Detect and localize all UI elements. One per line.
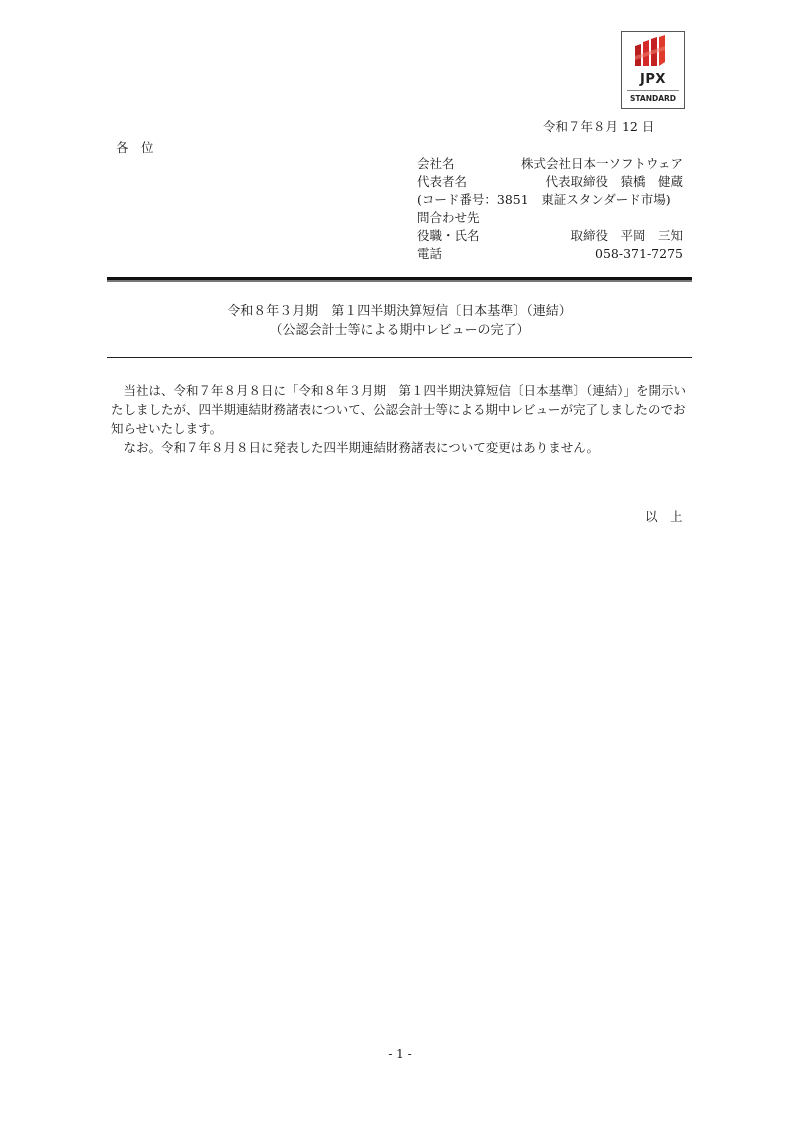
header-divider-shadow [107,280,692,282]
closing-mark: 以 上 [645,509,683,524]
logo-jpx-text: JPX [640,72,666,87]
company-info-block [417,155,683,263]
code-number-text: (コード番号：3851 東証スタンダード市場) [417,192,671,207]
phone-row [417,245,683,263]
contact-person-label: 役職・氏名 [417,228,480,243]
contact-person-row [417,227,683,245]
contact-person-value: 取締役 平岡 三知 [570,228,683,243]
issue-date: 令和７年８月 12 日 [543,119,655,134]
representative-label: 代表者名 [417,174,468,189]
company-name-label: 会社名 [417,156,455,171]
body-paragraph-2: なお。令和７年８月８日に発表した四半期連結財務諸表について変更はありません。 [123,440,600,455]
document-title [107,302,692,340]
jpx-bars-icon [622,32,683,72]
code-number-row [417,191,683,209]
contact-row [417,209,683,227]
title-divider [107,357,692,358]
phone-value: 058-371-7275 [595,246,683,261]
jpx-standard-logo [621,31,685,109]
title-line-2: （公認会計士等による期中レビューの完了） [269,323,530,338]
page-number: - 1 - [388,1047,412,1061]
document-body [111,381,693,457]
body-paragraph-1: 当社は、令和７年８月８日に「令和８年３月期 第１四半期決算短信〔日本基準〕（連結）」を開示いたしましたが、四半期連結財務諸表について、公認会計士等による期中レビューが完了しましたのでお知らせいたします。 [111,383,687,436]
company-name-value: 株式会社日本一ソフトウェア [520,156,683,171]
representative-row [417,173,683,191]
title-line-1: 令和８年３月期 第１四半期決算短信〔日本基準〕（連結） [227,304,572,319]
logo-divider [627,90,679,91]
representative-value: 代表取締役 猿橋 健蔵 [545,174,683,189]
phone-label: 電話 [417,246,443,261]
addressee: 各 位 [116,140,154,155]
logo-standard-text: STANDARD [629,94,677,103]
company-name-row [417,155,683,173]
contact-label: 問合わせ先 [417,210,480,225]
